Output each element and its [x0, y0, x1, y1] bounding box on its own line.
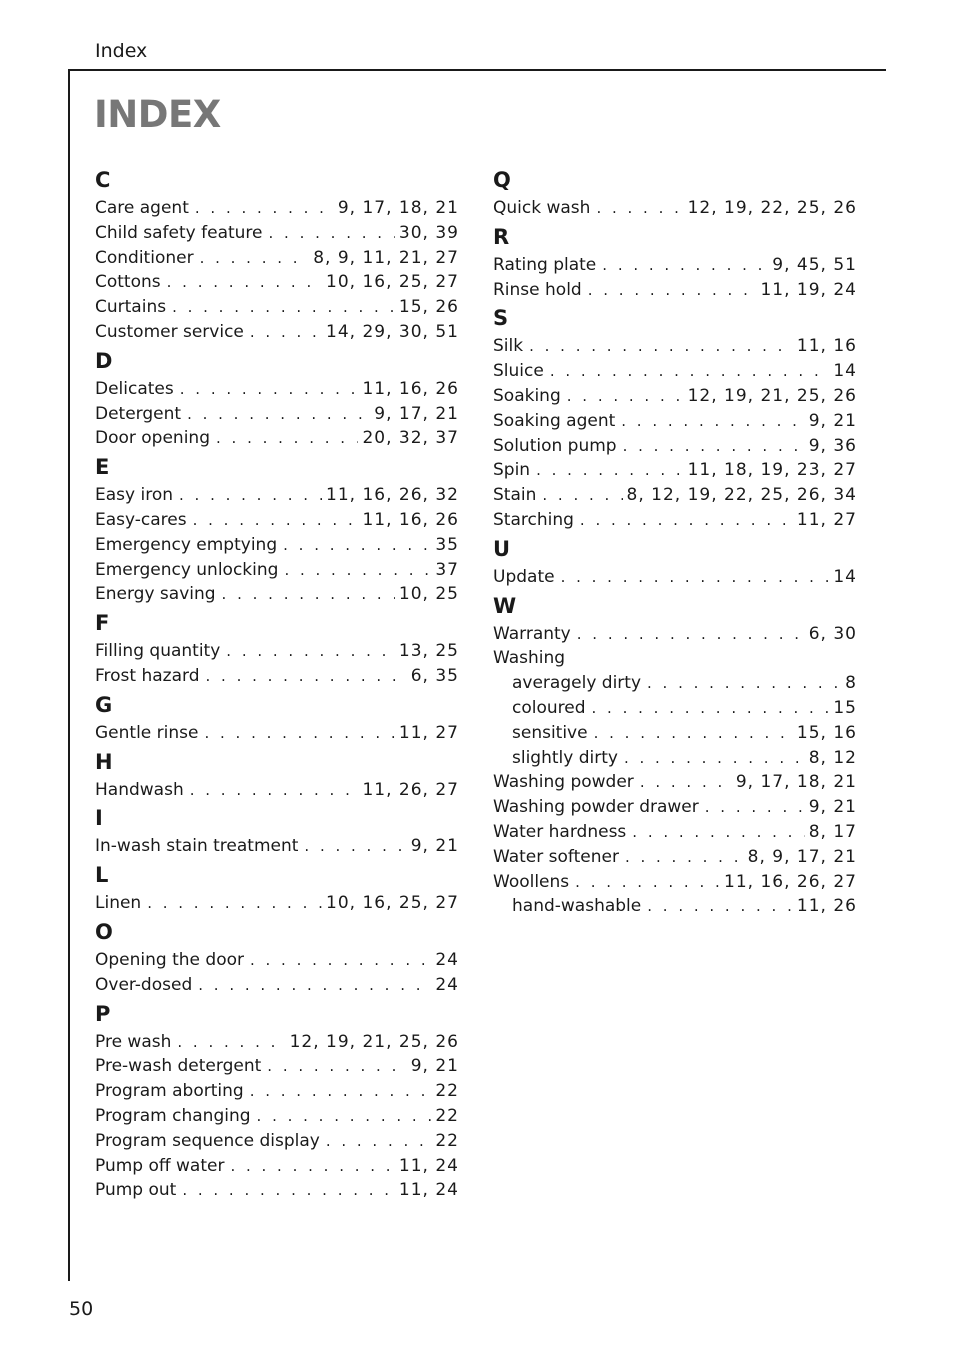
- dot-leader: [182, 1178, 395, 1203]
- entry-term: Pre wash: [95, 1031, 172, 1052]
- entry-term: Sluice: [493, 361, 544, 382]
- entry-pages: 12, 19, 22, 25, 26: [687, 198, 857, 218]
- index-section-i: [95, 802, 459, 859]
- dot-leader: [592, 696, 830, 721]
- index-entry: [95, 1030, 459, 1055]
- entry-pages: 30, 39: [398, 222, 459, 243]
- index-section-q: [493, 164, 857, 221]
- page-number: 50: [69, 1298, 94, 1320]
- entry-term: Curtains: [95, 297, 167, 318]
- dot-leader: [222, 582, 395, 607]
- entry-pages: 12, 19, 21, 25, 26: [687, 385, 857, 406]
- entry-pages: 9, 17, 18, 21: [735, 772, 857, 793]
- entry-pages: 11, 27: [796, 509, 857, 530]
- entry-term: Filling quantity: [95, 641, 221, 662]
- entry-pages: 11, 26, 27: [362, 779, 459, 800]
- index-section-w: [493, 590, 857, 920]
- top-rule: [68, 69, 886, 71]
- entry-pages: 22: [435, 1081, 459, 1102]
- entry-term: coloured: [512, 697, 586, 718]
- dot-leader: [226, 639, 395, 664]
- index-section-d: [95, 345, 459, 451]
- index-subentry: [493, 721, 857, 746]
- index-section-g: [95, 689, 459, 746]
- entry-pages: 15, 16: [796, 722, 857, 743]
- index-section-u: [493, 533, 857, 590]
- dot-leader: [594, 721, 793, 746]
- dot-leader: [647, 894, 793, 919]
- index-entry: [95, 1104, 459, 1129]
- section-letter: U: [493, 536, 511, 561]
- dot-leader: [177, 1030, 285, 1055]
- dot-leader: [705, 795, 805, 820]
- index-entry: [95, 948, 459, 973]
- index-column-right: [493, 164, 857, 919]
- dot-leader: [269, 221, 395, 246]
- dot-leader: [267, 1054, 406, 1079]
- entry-term: Opening the door: [95, 949, 244, 970]
- dot-leader: [588, 278, 757, 303]
- index-entry: [493, 508, 857, 533]
- entry-term: Care agent: [95, 198, 189, 218]
- section-letter: S: [493, 306, 509, 331]
- entry-term: Quick wash: [493, 198, 591, 218]
- dot-leader: [624, 746, 805, 771]
- index-section-o: [95, 916, 459, 998]
- entry-pages: 14: [833, 361, 857, 382]
- entry-pages: 22: [435, 1130, 459, 1151]
- index-entry: [95, 377, 459, 402]
- entry-pages: 11, 26: [796, 896, 857, 917]
- index-entry: [95, 778, 459, 803]
- dot-leader: [284, 558, 431, 583]
- dot-leader: [190, 778, 359, 803]
- entry-pages: 8, 9, 11, 21, 27: [313, 247, 459, 268]
- entry-term: Warranty: [493, 623, 571, 644]
- section-letter: Q: [493, 168, 511, 192]
- entry-pages: 10, 16, 25, 27: [326, 272, 459, 293]
- entry-term: Water hardness: [493, 821, 627, 842]
- section-letter: R: [493, 224, 510, 249]
- index-entry: [493, 196, 857, 221]
- index-entry: [493, 820, 857, 845]
- index-entry: [493, 384, 857, 409]
- section-letter: H: [95, 749, 113, 774]
- entry-term: Soaking: [493, 385, 561, 406]
- entry-pages: 8, 9, 17, 21: [747, 846, 857, 867]
- entry-pages: 11, 16, 26, 32: [326, 485, 459, 506]
- entry-term: Handwash: [95, 779, 184, 800]
- left-margin-rule: [68, 69, 70, 1281]
- index-entry: [95, 973, 459, 998]
- entry-pages: 24: [435, 949, 459, 970]
- dot-leader: [567, 384, 684, 409]
- index-entry: [493, 278, 857, 303]
- entry-term: Pre-wash detergent: [95, 1056, 262, 1077]
- index-entry: [95, 196, 459, 221]
- dot-leader: [596, 196, 683, 221]
- dot-leader: [623, 434, 805, 459]
- dot-leader: [198, 973, 431, 998]
- index-entry: [95, 1154, 459, 1179]
- entry-pages: 9, 45, 51: [772, 254, 857, 275]
- index-section-f: [95, 607, 459, 689]
- dot-leader: [195, 196, 334, 221]
- entry-pages: 13, 25: [398, 641, 459, 662]
- section-letter: P: [95, 1001, 111, 1026]
- index-entry: [95, 1054, 459, 1079]
- dot-leader: [580, 508, 793, 533]
- entry-pages: 12, 19, 21, 25, 26: [289, 1031, 459, 1052]
- section-letter: W: [493, 593, 517, 618]
- index-section-e: [95, 451, 459, 607]
- index-section-c: [95, 164, 459, 345]
- dot-leader: [180, 377, 359, 402]
- entry-pages: 8, 12: [808, 747, 857, 768]
- index-entry: [95, 834, 459, 859]
- entry-pages: 9, 21: [808, 797, 857, 818]
- section-letter: F: [95, 611, 110, 636]
- dot-leader: [167, 270, 322, 295]
- dot-leader: [172, 295, 395, 320]
- entry-term: Linen: [95, 893, 142, 914]
- index-subentry: [493, 894, 857, 919]
- dot-leader: [536, 458, 684, 483]
- index-entry: [493, 795, 857, 820]
- entry-term: Child safety feature: [95, 222, 263, 243]
- entry-pages: 9, 36: [808, 435, 857, 456]
- dot-leader: [204, 721, 394, 746]
- index-entry: [95, 1129, 459, 1154]
- dot-leader: [647, 671, 841, 696]
- index-entry: [493, 253, 857, 278]
- entry-term: Gentle rinse: [95, 722, 199, 743]
- index-entry: [493, 845, 857, 870]
- entry-term: hand-washable: [512, 896, 642, 917]
- entry-pages: 10, 25: [398, 584, 459, 605]
- dot-leader: [529, 334, 793, 359]
- dot-leader: [640, 770, 732, 795]
- entry-term: Soaking agent: [493, 410, 616, 431]
- entry-term: Silk: [493, 336, 524, 357]
- dot-leader: [257, 1104, 432, 1129]
- dot-leader: [193, 508, 359, 533]
- entry-term: Water softener: [493, 846, 619, 867]
- entry-term: Easy-cares: [95, 509, 187, 530]
- dot-leader: [561, 565, 830, 590]
- index-entry: [95, 508, 459, 533]
- entry-term: slightly dirty: [512, 747, 618, 768]
- entry-term: sensitive: [512, 722, 588, 743]
- section-letter: C: [95, 168, 111, 192]
- section-letter: L: [95, 863, 109, 888]
- dot-leader: [602, 253, 768, 278]
- dot-leader: [625, 845, 744, 870]
- index-entry: [493, 334, 857, 359]
- entry-term: Detergent: [95, 403, 182, 424]
- index-entry: [493, 409, 857, 434]
- entry-term: Washing powder: [493, 772, 634, 793]
- entry-term: Woollens: [493, 871, 570, 892]
- entry-term: Stain: [493, 485, 537, 506]
- dot-leader: [250, 320, 322, 345]
- index-entry: [493, 622, 857, 647]
- index-entry: [95, 558, 459, 583]
- entry-pages: 14: [833, 566, 857, 587]
- entry-pages: 8, 12, 19, 22, 25, 26, 34: [626, 485, 857, 506]
- section-letter: O: [95, 919, 113, 944]
- index-section-r: [493, 221, 857, 303]
- entry-term: Update: [493, 566, 555, 587]
- dot-leader: [283, 533, 431, 558]
- index-entry: [95, 1079, 459, 1104]
- entry-term: Cottons: [95, 272, 161, 293]
- entry-pages: 24: [435, 974, 459, 995]
- entry-pages: 37: [435, 559, 459, 580]
- dot-leader: [179, 483, 322, 508]
- entry-pages: 6, 30: [808, 623, 857, 644]
- index-entry: [493, 770, 857, 795]
- dot-leader: [632, 820, 804, 845]
- running-head: Index: [95, 40, 148, 62]
- entry-term: Easy iron: [95, 485, 173, 506]
- index-entry: [95, 582, 459, 607]
- entry-term: Rinse hold: [493, 279, 582, 300]
- index-entry: [95, 483, 459, 508]
- entry-term: Solution pump: [493, 435, 617, 456]
- dot-leader: [147, 891, 322, 916]
- dot-leader: [542, 483, 622, 508]
- index-entry: [493, 565, 857, 590]
- dot-leader: [216, 426, 358, 451]
- entry-term: In-wash stain treatment: [95, 836, 299, 857]
- entry-term: Over-dosed: [95, 974, 193, 995]
- index-entry: [95, 426, 459, 451]
- index-section-h: [95, 746, 459, 803]
- entry-pages: 6, 35: [410, 665, 459, 686]
- index-entry: [95, 891, 459, 916]
- index-section-p: [95, 998, 459, 1204]
- dot-leader: [250, 948, 431, 973]
- entry-pages: 11, 18, 19, 23, 27: [687, 460, 857, 481]
- dot-leader: [577, 622, 805, 647]
- index-entry: [95, 295, 459, 320]
- entry-term: Washing: [493, 648, 566, 669]
- index-entry: [95, 320, 459, 345]
- dot-leader: [550, 359, 830, 384]
- index-entry: [493, 359, 857, 384]
- index-section-s: [493, 302, 857, 532]
- entry-term: Rating plate: [493, 254, 597, 275]
- entry-term: Frost hazard: [95, 665, 200, 686]
- entry-term: Delicates: [95, 378, 174, 399]
- section-letter: E: [95, 455, 110, 480]
- index-entry: [95, 246, 459, 271]
- dot-leader: [187, 402, 370, 427]
- index-section-l: [95, 859, 459, 916]
- entry-term: Energy saving: [95, 584, 216, 605]
- entry-pages: 11, 24: [398, 1180, 459, 1201]
- entry-term: Spin: [493, 460, 531, 481]
- index-subentry: [493, 671, 857, 696]
- index-entry: [95, 402, 459, 427]
- entry-pages: 8, 17: [808, 821, 857, 842]
- section-letter: D: [95, 348, 113, 373]
- index-entry: [95, 664, 459, 689]
- index-entry: [493, 434, 857, 459]
- dot-leader: [200, 246, 310, 271]
- index-entry: [493, 870, 857, 895]
- index-entry: [493, 646, 857, 671]
- entry-pages: 20, 32, 37: [362, 428, 459, 449]
- section-letter: I: [95, 806, 103, 831]
- entry-term: Conditioner: [95, 247, 194, 268]
- entry-term: Program sequence display: [95, 1130, 320, 1151]
- entry-pages: 11, 16: [796, 336, 857, 357]
- section-letter: G: [95, 692, 113, 717]
- entry-pages: 11, 16, 26: [362, 509, 459, 530]
- entry-pages: 14, 29, 30, 51: [326, 321, 459, 342]
- entry-term: Washing powder drawer: [493, 797, 699, 818]
- entry-pages: 9, 21: [410, 836, 459, 857]
- entry-pages: 11, 19, 24: [760, 279, 857, 300]
- entry-term: Program changing: [95, 1105, 251, 1126]
- index-subentry: [493, 696, 857, 721]
- index-entry: [95, 533, 459, 558]
- entry-term: Emergency unlocking: [95, 559, 279, 580]
- entry-pages: 11, 27: [398, 722, 459, 743]
- page-title: INDEX: [94, 93, 221, 136]
- index-entry: [493, 483, 857, 508]
- dot-leader: [575, 870, 720, 895]
- entry-term: Pump out: [95, 1180, 177, 1201]
- entry-term: Pump off water: [95, 1155, 225, 1176]
- entry-term: averagely dirty: [512, 673, 642, 694]
- entry-pages: 11, 16, 26: [362, 378, 459, 399]
- dot-leader: [326, 1129, 432, 1154]
- entry-pages: 15, 26: [398, 297, 459, 318]
- entry-pages: 15: [833, 697, 857, 718]
- dot-leader: [250, 1079, 432, 1104]
- entry-pages: 35: [435, 534, 459, 555]
- entry-term: Starching: [493, 509, 574, 530]
- entry-term: Customer service: [95, 321, 244, 342]
- index-entry: [95, 721, 459, 746]
- entry-term: Program aborting: [95, 1081, 244, 1102]
- entry-term: Emergency emptying: [95, 534, 278, 555]
- index-column-left: [95, 164, 459, 1203]
- index-entry: [95, 639, 459, 664]
- entry-term: Door opening: [95, 428, 210, 449]
- dot-leader: [206, 664, 407, 689]
- entry-pages: 9, 17, 18, 21: [337, 198, 459, 218]
- index-entry: [95, 270, 459, 295]
- entry-pages: 11, 16, 26, 27: [724, 871, 857, 892]
- index-entry: [95, 221, 459, 246]
- index-entry: [493, 458, 857, 483]
- dot-leader: [621, 409, 804, 434]
- entry-pages: 10, 16, 25, 27: [326, 893, 459, 914]
- entry-pages: 9, 17, 21: [374, 403, 459, 424]
- dot-leader: [230, 1154, 394, 1179]
- entry-pages: 9, 21: [808, 410, 857, 431]
- index-subentry: [493, 746, 857, 771]
- entry-pages: 8: [845, 673, 857, 694]
- index-entry: [95, 1178, 459, 1203]
- dot-leader: [304, 834, 406, 859]
- entry-pages: 22: [435, 1105, 459, 1126]
- entry-pages: 11, 24: [398, 1155, 459, 1176]
- entry-pages: 9, 21: [410, 1056, 459, 1077]
